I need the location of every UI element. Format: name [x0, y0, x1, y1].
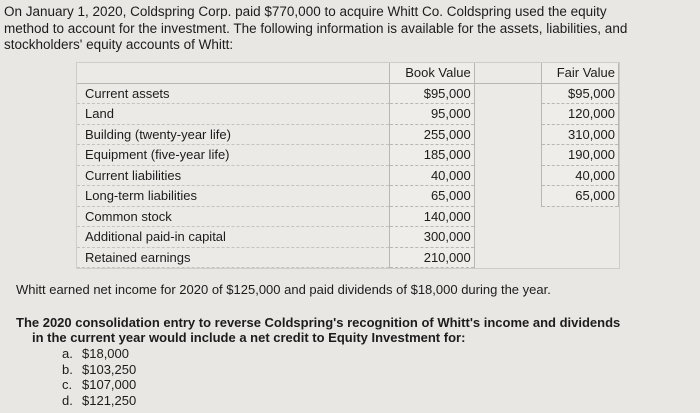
table-header-row: [77, 63, 619, 83]
option-letter: d.: [62, 392, 73, 408]
table-row: [77, 145, 619, 166]
table-row: [77, 227, 619, 248]
book-value-header: Book Value: [389, 63, 474, 83]
fair-value-cell: 310,000: [541, 124, 618, 145]
row-label: Retained earnings: [77, 247, 389, 268]
intro-line: method to account for the investment. The following information is available for the assets, liabilities, and: [4, 20, 628, 36]
row-label: Current liabilities: [77, 165, 389, 186]
row-label: Additional paid-in capital: [77, 227, 389, 248]
row-label: Common stock: [77, 206, 389, 227]
fair-value-cell: $95,000: [541, 83, 618, 104]
answer-option[interactable]: [62, 393, 136, 409]
intro-line: stockholders' equity accounts of Whitt:: [4, 37, 234, 52]
fair-value-cell: [541, 227, 618, 248]
book-value-cell: 95,000: [389, 104, 474, 125]
row-label: Land: [77, 104, 389, 125]
fair-value-cell: 40,000: [541, 165, 618, 186]
fair-value-cell: 65,000: [541, 186, 618, 207]
fair-value-cell: 120,000: [541, 104, 618, 125]
option-value: $121,250: [82, 392, 137, 408]
table-row: [77, 83, 619, 104]
fair-value-header: Fair Value: [541, 63, 618, 83]
row-label: Building (twenty-year life): [77, 124, 389, 145]
fair-value-cell: 190,000: [541, 145, 618, 166]
book-value-cell: 255,000: [389, 124, 474, 145]
table-row: [77, 186, 619, 207]
fair-value-cell: [541, 206, 618, 227]
intro-line: On January 1, 2020, Coldspring Corp. paid $770,000 to acquire Whitt Co. Coldspring used the equity: [4, 4, 607, 19]
table-row: [77, 124, 619, 145]
accounts-table-grid: [77, 63, 619, 268]
book-value-cell: 140,000: [389, 206, 474, 227]
question-line: The 2020 consolidation entry to reverse Coldspring's recognition of Whitt's income and dividends: [16, 315, 621, 330]
row-label: Current assets: [77, 83, 389, 104]
row-label: Equipment (five-year life): [77, 145, 389, 166]
book-value-cell: 300,000: [389, 227, 474, 248]
label-header: [77, 63, 389, 83]
row-label: Long-term liabilities: [77, 186, 389, 207]
option-letter: a.: [62, 346, 73, 361]
answer-option[interactable]: [62, 362, 136, 378]
book-value-cell: 210,000: [389, 247, 474, 268]
question-text: [16, 315, 620, 345]
book-value-cell: $95,000: [389, 83, 474, 104]
answer-options: [62, 346, 136, 408]
option-value: $107,000: [82, 377, 137, 392]
problem-intro: [4, 4, 694, 54]
question-line: in the current year would include a net credit to Equity Investment for:: [32, 330, 466, 345]
table-row: [77, 165, 619, 186]
net-income-text: Whitt earned net income for 2020 of $125,000 and paid dividends of $18,000 during the year.: [16, 282, 551, 297]
table-row: [77, 247, 619, 268]
fair-value-cell: [541, 247, 618, 268]
table-row: [77, 206, 619, 227]
book-value-cell: 65,000: [389, 186, 474, 207]
option-value: $18,000: [82, 346, 129, 361]
accounts-table: [76, 62, 620, 269]
book-value-cell: 40,000: [389, 165, 474, 186]
answer-option[interactable]: [62, 377, 136, 393]
answer-option[interactable]: [62, 346, 136, 362]
table-row: [77, 104, 619, 125]
option-value: $103,250: [82, 361, 137, 377]
option-letter: b.: [62, 361, 73, 377]
option-letter: c.: [62, 377, 73, 392]
book-value-cell: 185,000: [389, 145, 474, 166]
